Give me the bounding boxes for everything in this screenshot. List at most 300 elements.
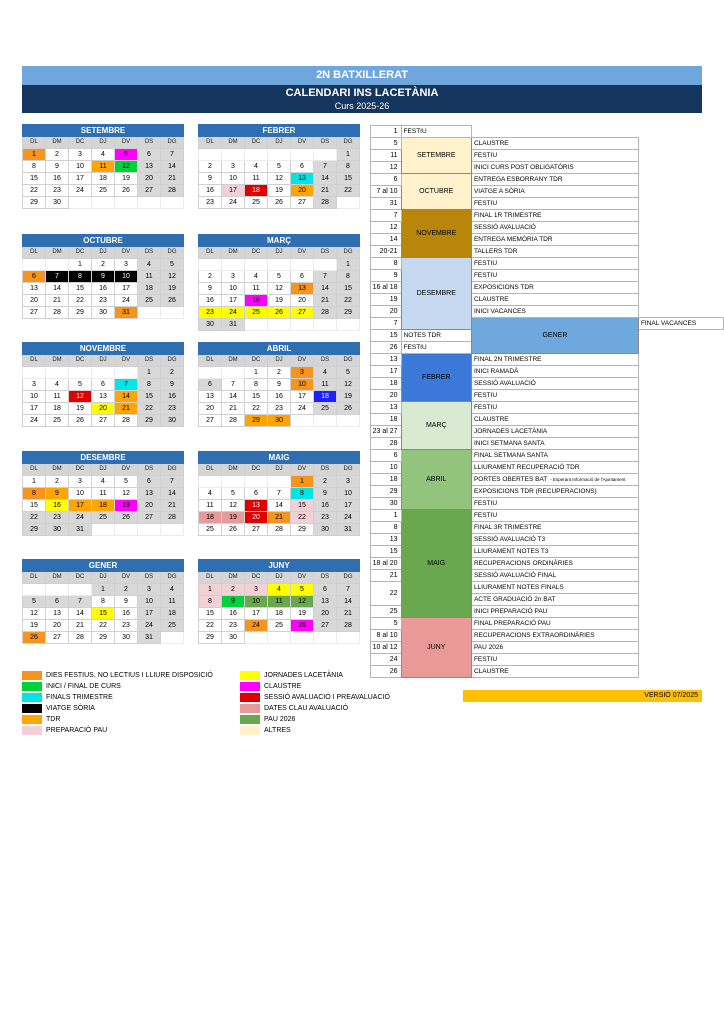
empty-day-cell	[115, 197, 138, 209]
day-cell: 13	[199, 391, 222, 403]
event-text: FESTIU	[403, 128, 427, 135]
day-cell: 8	[69, 271, 92, 283]
empty-day-cell	[245, 476, 268, 488]
day-cell: 27	[245, 524, 268, 536]
day-cell: 22	[23, 185, 46, 197]
event-description	[471, 570, 638, 582]
day-cell: 18	[268, 608, 291, 620]
calendar-gener	[22, 559, 184, 644]
day-cell: 7	[46, 271, 69, 283]
empty-day-cell	[245, 632, 268, 644]
event-date: 7	[371, 318, 402, 330]
event-description	[471, 174, 638, 186]
day-cell: 4	[161, 584, 184, 596]
legend-item	[240, 725, 390, 736]
day-cell: 18	[199, 512, 222, 524]
empty-day-cell	[69, 197, 92, 209]
empty-day-cell	[337, 415, 360, 427]
school-year: Curs 2025-26	[334, 101, 390, 111]
day-cell: 9	[161, 379, 184, 391]
weekday-label: DM	[46, 572, 69, 584]
day-cell: 23	[199, 197, 222, 209]
event-text: FESTIU	[473, 656, 498, 663]
weekday-label: DG	[337, 464, 360, 476]
weekday-label: DL	[23, 464, 46, 476]
day-cell: 9	[268, 379, 291, 391]
legend-swatch	[240, 693, 260, 702]
day-cell: 31	[222, 319, 245, 331]
day-cell: 17	[115, 283, 138, 295]
month-name: NOVEMBRE	[23, 343, 184, 355]
day-cell: 30	[314, 524, 337, 536]
legend-label: DIES FESTIUS, NO LECTIUS I LLIURE DISPOSICIÓ	[46, 672, 213, 679]
day-cell: 28	[115, 415, 138, 427]
day-cell: 2	[115, 584, 138, 596]
weekday-label: DM	[46, 137, 69, 149]
event-description	[471, 258, 638, 270]
day-cell: 12	[268, 283, 291, 295]
empty-day-cell	[314, 632, 337, 644]
day-cell: 28	[268, 524, 291, 536]
day-cell: 11	[245, 173, 268, 185]
month-name: ABRIL	[199, 343, 360, 355]
event-text: SESSIÓ AVALUACIÓ	[473, 380, 536, 387]
weekday-label: DC	[69, 137, 92, 149]
event-text: VIATGE A SÒRIA	[473, 188, 525, 195]
day-cell: 29	[92, 632, 115, 644]
day-cell: 30	[161, 415, 184, 427]
day-cell: 1	[23, 149, 46, 161]
day-cell: 11	[199, 500, 222, 512]
day-cell: 17	[337, 500, 360, 512]
day-cell: 10	[138, 596, 161, 608]
day-cell: 7	[268, 488, 291, 500]
day-cell: 3	[115, 259, 138, 271]
day-cell: 29	[23, 197, 46, 209]
event-description	[471, 630, 638, 642]
day-cell: 1	[337, 149, 360, 161]
day-cell: 11	[314, 379, 337, 391]
weekday-label: DC	[69, 572, 92, 584]
day-cell: 14	[46, 283, 69, 295]
day-cell: 22	[337, 295, 360, 307]
event-date: 31	[371, 198, 402, 210]
day-cell: 26	[337, 403, 360, 415]
day-cell: 16	[115, 608, 138, 620]
day-cell: 31	[69, 524, 92, 536]
day-cell: 11	[161, 596, 184, 608]
event-description	[471, 534, 638, 546]
empty-day-cell	[92, 197, 115, 209]
day-cell: 17	[23, 403, 46, 415]
event-date: 20	[371, 306, 402, 318]
weekday-label: DM	[46, 247, 69, 259]
day-cell: 20	[23, 295, 46, 307]
weekday-label: DV	[115, 572, 138, 584]
event-date: 9	[371, 270, 402, 282]
month-name: FEBRER	[199, 125, 360, 137]
event-date: 6	[371, 174, 402, 186]
day-cell: 7	[115, 379, 138, 391]
day-cell: 25	[199, 524, 222, 536]
event-date: 20-21	[371, 246, 402, 258]
empty-day-cell	[46, 259, 69, 271]
day-cell: 6	[199, 379, 222, 391]
weekday-label: DC	[245, 355, 268, 367]
event-month: OCTUBRE	[401, 174, 471, 210]
event-text: EXPOSICIONS TDR (RECUPERACIONS)	[473, 488, 597, 495]
day-cell: 24	[69, 512, 92, 524]
day-cell: 9	[222, 596, 245, 608]
day-cell: 4	[46, 379, 69, 391]
day-cell: 22	[23, 512, 46, 524]
day-cell: 10	[291, 379, 314, 391]
day-cell: 8	[92, 596, 115, 608]
weekday-label: DS	[314, 464, 337, 476]
legend-swatch	[240, 704, 260, 713]
empty-day-cell	[69, 584, 92, 596]
day-cell: 20	[46, 620, 69, 632]
event-description	[471, 510, 638, 522]
day-cell: 18	[245, 295, 268, 307]
day-cell: 14	[314, 283, 337, 295]
day-cell: 5	[222, 488, 245, 500]
day-cell: 12	[222, 500, 245, 512]
day-cell: 24	[291, 403, 314, 415]
event-date: 18	[371, 474, 402, 486]
event-description	[471, 462, 638, 474]
day-cell: 13	[23, 283, 46, 295]
weekday-label: DC	[245, 137, 268, 149]
event-text: JORNADES LACETÀNIA	[473, 428, 548, 435]
event-description	[471, 282, 638, 294]
day-cell: 21	[314, 185, 337, 197]
day-cell: 22	[337, 185, 360, 197]
event-description	[471, 234, 638, 246]
day-cell: 31	[138, 632, 161, 644]
day-cell: 30	[268, 415, 291, 427]
day-cell: 26	[222, 524, 245, 536]
day-cell: 2	[268, 367, 291, 379]
day-cell: 13	[138, 488, 161, 500]
weekday-label: DC	[69, 247, 92, 259]
day-cell: 19	[268, 185, 291, 197]
day-cell: 2	[222, 584, 245, 596]
weekday-label: DJ	[268, 355, 291, 367]
day-cell: 12	[115, 161, 138, 173]
event-description	[471, 642, 638, 654]
empty-day-cell	[268, 149, 291, 161]
weekday-label: DS	[138, 247, 161, 259]
legend-label: ALTRES	[264, 727, 291, 734]
empty-day-cell	[337, 632, 360, 644]
day-cell: 27	[199, 415, 222, 427]
day-cell: 25	[314, 403, 337, 415]
weekday-label: DJ	[268, 247, 291, 259]
weekday-label: DS	[314, 137, 337, 149]
event-text: FESTIU	[473, 500, 498, 507]
empty-day-cell	[268, 319, 291, 331]
day-cell: 3	[245, 584, 268, 596]
event-date: 23 al 27	[371, 426, 402, 438]
calendar-març	[198, 234, 360, 331]
event-text: LLIURAMENT NOTES FINALS	[473, 584, 564, 591]
empty-day-cell	[222, 259, 245, 271]
event-date: 13	[371, 534, 402, 546]
day-cell: 21	[69, 620, 92, 632]
weekday-label: DL	[199, 355, 222, 367]
day-cell: 20	[291, 185, 314, 197]
day-cell: 26	[115, 185, 138, 197]
event-description	[471, 438, 638, 450]
weekday-label: DM	[222, 464, 245, 476]
weekday-label: DG	[337, 355, 360, 367]
event-text: FINAL 1R TRIMESTRE	[473, 212, 542, 219]
day-cell: 28	[314, 197, 337, 209]
empty-day-cell	[46, 367, 69, 379]
legend-swatch	[240, 726, 260, 735]
event-row	[371, 138, 724, 150]
day-cell: 4	[314, 367, 337, 379]
event-text: FINAL SETMANA SANTA	[473, 452, 548, 459]
event-date: 8	[371, 522, 402, 534]
legend-label: SESSIÓ AVALUACIÓ I PREAVALUACIÓ	[264, 694, 390, 701]
day-cell: 9	[199, 283, 222, 295]
weekday-label: DS	[138, 137, 161, 149]
calendar-febrer	[198, 124, 360, 209]
empty-day-cell	[245, 259, 268, 271]
weekday-label: DG	[161, 137, 184, 149]
day-cell: 3	[69, 149, 92, 161]
day-cell: 21	[268, 512, 291, 524]
event-date: 26	[371, 666, 402, 678]
day-cell: 13	[314, 596, 337, 608]
day-cell: 29	[245, 415, 268, 427]
weekday-label: DC	[245, 464, 268, 476]
day-cell: 29	[138, 415, 161, 427]
day-cell: 8	[199, 596, 222, 608]
day-cell: 23	[92, 295, 115, 307]
legend-item	[22, 725, 213, 736]
day-cell: 18	[92, 173, 115, 185]
weekday-label: DC	[245, 247, 268, 259]
day-cell: 6	[138, 476, 161, 488]
event-month: MARÇ	[401, 402, 471, 450]
day-cell: 21	[161, 173, 184, 185]
day-cell: 16	[46, 500, 69, 512]
day-cell: 26	[23, 632, 46, 644]
weekday-label: DS	[138, 572, 161, 584]
day-cell: 27	[23, 307, 46, 319]
event-text: FESTIU	[473, 404, 498, 411]
day-cell: 11	[268, 596, 291, 608]
weekday-label: DL	[199, 464, 222, 476]
empty-day-cell	[222, 149, 245, 161]
day-cell: 26	[268, 197, 291, 209]
day-cell: 23	[161, 403, 184, 415]
event-text: INICI SETMANA SANTA	[473, 440, 545, 447]
event-text: FESTIU	[473, 152, 498, 159]
day-cell: 30	[115, 632, 138, 644]
event-text: FESTIU	[473, 260, 498, 267]
event-description	[471, 306, 638, 318]
day-cell: 8	[138, 379, 161, 391]
day-cell: 27	[291, 197, 314, 209]
day-cell: 3	[138, 584, 161, 596]
day-cell: 9	[46, 488, 69, 500]
day-cell: 21	[161, 500, 184, 512]
legend-label: VIATGE SÒRIA	[46, 705, 95, 712]
month-name: GENER	[23, 560, 184, 572]
event-date: 19	[371, 294, 402, 306]
legend-label: JORNADES LACETÀNIA	[264, 672, 343, 679]
calendar-octubre	[22, 234, 184, 319]
day-cell: 2	[92, 259, 115, 271]
event-text: FINAL PREPARACIÓ PAU	[473, 620, 551, 627]
legend-item	[22, 681, 213, 692]
day-cell: 28	[314, 307, 337, 319]
weekday-label: DM	[222, 247, 245, 259]
day-cell: 22	[245, 403, 268, 415]
day-cell: 8	[23, 488, 46, 500]
day-cell: 12	[23, 608, 46, 620]
event-description	[471, 486, 638, 498]
event-description	[471, 138, 638, 150]
event-date: 18	[371, 414, 402, 426]
day-cell: 2	[199, 161, 222, 173]
day-cell: 19	[337, 391, 360, 403]
day-cell: 19	[23, 620, 46, 632]
day-cell: 17	[222, 185, 245, 197]
event-month: JUNY	[401, 618, 471, 678]
day-cell: 16	[199, 185, 222, 197]
day-cell: 9	[115, 596, 138, 608]
empty-day-cell	[291, 319, 314, 331]
day-cell: 23	[115, 620, 138, 632]
empty-day-cell	[291, 149, 314, 161]
day-cell: 26	[69, 415, 92, 427]
weekday-label: DS	[314, 247, 337, 259]
weekday-label: DJ	[92, 247, 115, 259]
weekday-label: DG	[161, 572, 184, 584]
calendar-abril	[198, 342, 360, 427]
weekday-label: DL	[23, 355, 46, 367]
day-cell: 28	[161, 185, 184, 197]
day-cell: 10	[69, 488, 92, 500]
day-cell: 20	[92, 403, 115, 415]
event-date: 24	[371, 654, 402, 666]
day-cell: 30	[92, 307, 115, 319]
event-date: 26	[371, 342, 402, 354]
event-text: FESTIU	[473, 512, 498, 519]
day-cell: 17	[291, 391, 314, 403]
weekday-label: DS	[314, 572, 337, 584]
day-cell: 21	[115, 403, 138, 415]
day-cell: 29	[291, 524, 314, 536]
legend-label: INICI / FINAL DE CURS	[46, 683, 121, 690]
day-cell: 5	[115, 476, 138, 488]
day-cell: 16	[314, 500, 337, 512]
weekday-label: DC	[245, 572, 268, 584]
event-description	[471, 522, 638, 534]
weekday-label: DV	[115, 355, 138, 367]
event-date: 1	[371, 126, 402, 138]
day-cell: 3	[291, 367, 314, 379]
day-cell: 21	[314, 295, 337, 307]
day-cell: 12	[268, 173, 291, 185]
legend-item	[240, 692, 390, 703]
day-cell: 10	[115, 271, 138, 283]
event-date: 22	[371, 582, 402, 606]
day-cell: 1	[69, 259, 92, 271]
version-label: VERSIÓ 07/2025	[463, 690, 702, 702]
day-cell: 5	[268, 271, 291, 283]
empty-day-cell	[46, 584, 69, 596]
legend-label: PAU 2026	[264, 716, 296, 723]
day-cell: 18	[314, 391, 337, 403]
day-cell: 4	[268, 584, 291, 596]
empty-day-cell	[92, 524, 115, 536]
event-text: LLIURAMENT NOTES T3	[473, 548, 549, 555]
day-cell: 22	[69, 295, 92, 307]
day-cell: 6	[314, 584, 337, 596]
day-cell: 3	[23, 379, 46, 391]
event-text: FESTIU	[473, 272, 498, 279]
day-cell: 2	[314, 476, 337, 488]
event-description	[471, 270, 638, 282]
empty-day-cell	[337, 197, 360, 209]
day-cell: 25	[46, 415, 69, 427]
day-cell: 18	[138, 283, 161, 295]
event-description	[471, 450, 638, 462]
event-month: SETEMBRE	[401, 138, 471, 174]
day-cell: 24	[337, 512, 360, 524]
day-cell: 15	[337, 173, 360, 185]
day-cell: 2	[46, 476, 69, 488]
day-cell: 26	[161, 295, 184, 307]
day-cell: 29	[23, 524, 46, 536]
day-cell: 8	[337, 161, 360, 173]
day-cell: 19	[115, 173, 138, 185]
weekday-label: DL	[199, 572, 222, 584]
day-cell: 24	[23, 415, 46, 427]
empty-day-cell	[199, 476, 222, 488]
day-cell: 6	[291, 161, 314, 173]
legend-swatch	[22, 682, 42, 691]
day-cell: 14	[161, 161, 184, 173]
weekday-label: DM	[46, 355, 69, 367]
day-cell: 25	[245, 197, 268, 209]
day-cell: 28	[69, 632, 92, 644]
day-cell: 6	[138, 149, 161, 161]
day-cell: 18	[92, 500, 115, 512]
day-cell: 31	[337, 524, 360, 536]
event-text: NOTES TDR	[403, 332, 442, 339]
event-description	[401, 342, 471, 354]
event-description	[471, 294, 638, 306]
weekday-label: DG	[161, 355, 184, 367]
legend-swatch	[240, 671, 260, 680]
weekday-label: DG	[161, 464, 184, 476]
legend-item	[240, 681, 390, 692]
day-cell: 7	[161, 476, 184, 488]
event-date: 14	[371, 234, 402, 246]
day-cell: 1	[337, 259, 360, 271]
empty-day-cell	[337, 319, 360, 331]
day-cell: 16	[199, 295, 222, 307]
empty-day-cell	[69, 367, 92, 379]
weekday-label: DM	[222, 572, 245, 584]
